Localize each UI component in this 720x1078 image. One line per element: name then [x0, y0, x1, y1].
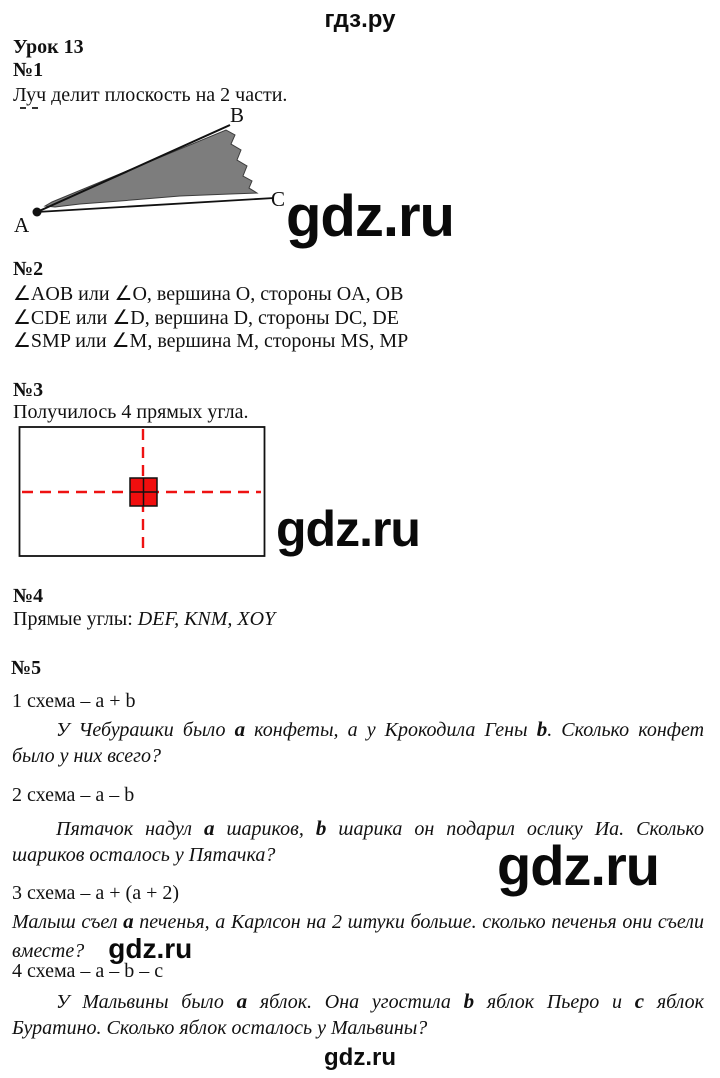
task5-number: №5 [11, 657, 42, 679]
story-text: печенья, а Карлсон на 2 штуки больше. сколько печенья они съели вместе? [12, 911, 704, 962]
angle-line: ∠SMP или ∠M, вершина M, стороны MS, MP [13, 330, 409, 352]
variable-a: a [234, 717, 246, 741]
watermark-scheme3: gdz.ru [108, 933, 193, 964]
angle-line: ∠CDE или ∠D, вершина D, стороны DC, DE [13, 306, 399, 329]
watermark-figure2: gdz.ru [276, 501, 420, 557]
site-footer: gdz.ru [324, 1044, 396, 1071]
story-text: яблок Пьеро и [474, 991, 635, 1013]
task2-number: №2 [13, 258, 44, 280]
scheme1-title: 1 схема – a + b [12, 690, 136, 712]
story-text: Пятачок надул [56, 818, 204, 840]
scheme4-story [12, 988, 704, 1041]
task4-answer [13, 608, 275, 630]
variable-b: b [536, 717, 548, 741]
task3-number: №3 [13, 379, 44, 401]
task1-number: №1 [13, 59, 44, 81]
task1-answer: Луч делит плоскость на 2 части. [13, 84, 288, 106]
story-text: . Сколько конфет было у них всего? [12, 719, 705, 767]
point-B-label: B [230, 103, 245, 127]
angle-line: ∠AOB или ∠O, вершина O, стороны OA, OB [13, 283, 404, 305]
task2-answer [13, 283, 408, 354]
shaded-region [45, 130, 257, 207]
variable-a: a [123, 909, 134, 933]
variable-a: a [236, 989, 248, 1013]
site-header: гдз.ру [324, 6, 396, 33]
story-text: яблок. Она угостила [247, 991, 464, 1013]
scheme4-title: 4 схема – a – b – c [12, 960, 164, 982]
story-text: шарика он подарил ослику Иа. Сколько шариков осталось у Пятачка? [12, 818, 705, 866]
scheme3-title: 3 схема – a + (a + 2) [12, 882, 180, 904]
story-text: шариков, [214, 818, 316, 840]
watermark-scheme2: gdz.ru [497, 834, 659, 897]
story-text: яблок Буратино. Сколько яблок осталось у Мальвины? [12, 991, 705, 1039]
point-A-label: A [14, 213, 30, 237]
variable-b: b [463, 989, 475, 1013]
story-text: Малыш съел [12, 911, 124, 933]
scheme1-story [12, 716, 704, 769]
story-text: У Мальвины было [56, 991, 237, 1013]
task4-label: Прямые углы: [13, 608, 138, 630]
scheme2-title: 2 схема – a – b [12, 784, 135, 806]
right-angles-figure [18, 425, 268, 559]
task4-number: №4 [13, 585, 44, 607]
story-text: У Чебурашки было [56, 719, 235, 741]
task4-angle-names: DEF, KNM, XOY [137, 608, 276, 630]
point-A-dot [33, 208, 42, 217]
point-C-label: C [271, 187, 286, 211]
variable-b: b [315, 816, 327, 840]
watermark-figure1: gdz.ru [286, 184, 454, 249]
task3-answer: Получилось 4 прямых угла. [13, 401, 249, 423]
variable-c: c [634, 989, 645, 1013]
lesson-title: Урок 13 [13, 36, 84, 58]
variable-a: a [203, 816, 215, 840]
scheme3-story [12, 908, 704, 964]
story-text: конфеты, а у Крокодила Гены [245, 719, 537, 741]
